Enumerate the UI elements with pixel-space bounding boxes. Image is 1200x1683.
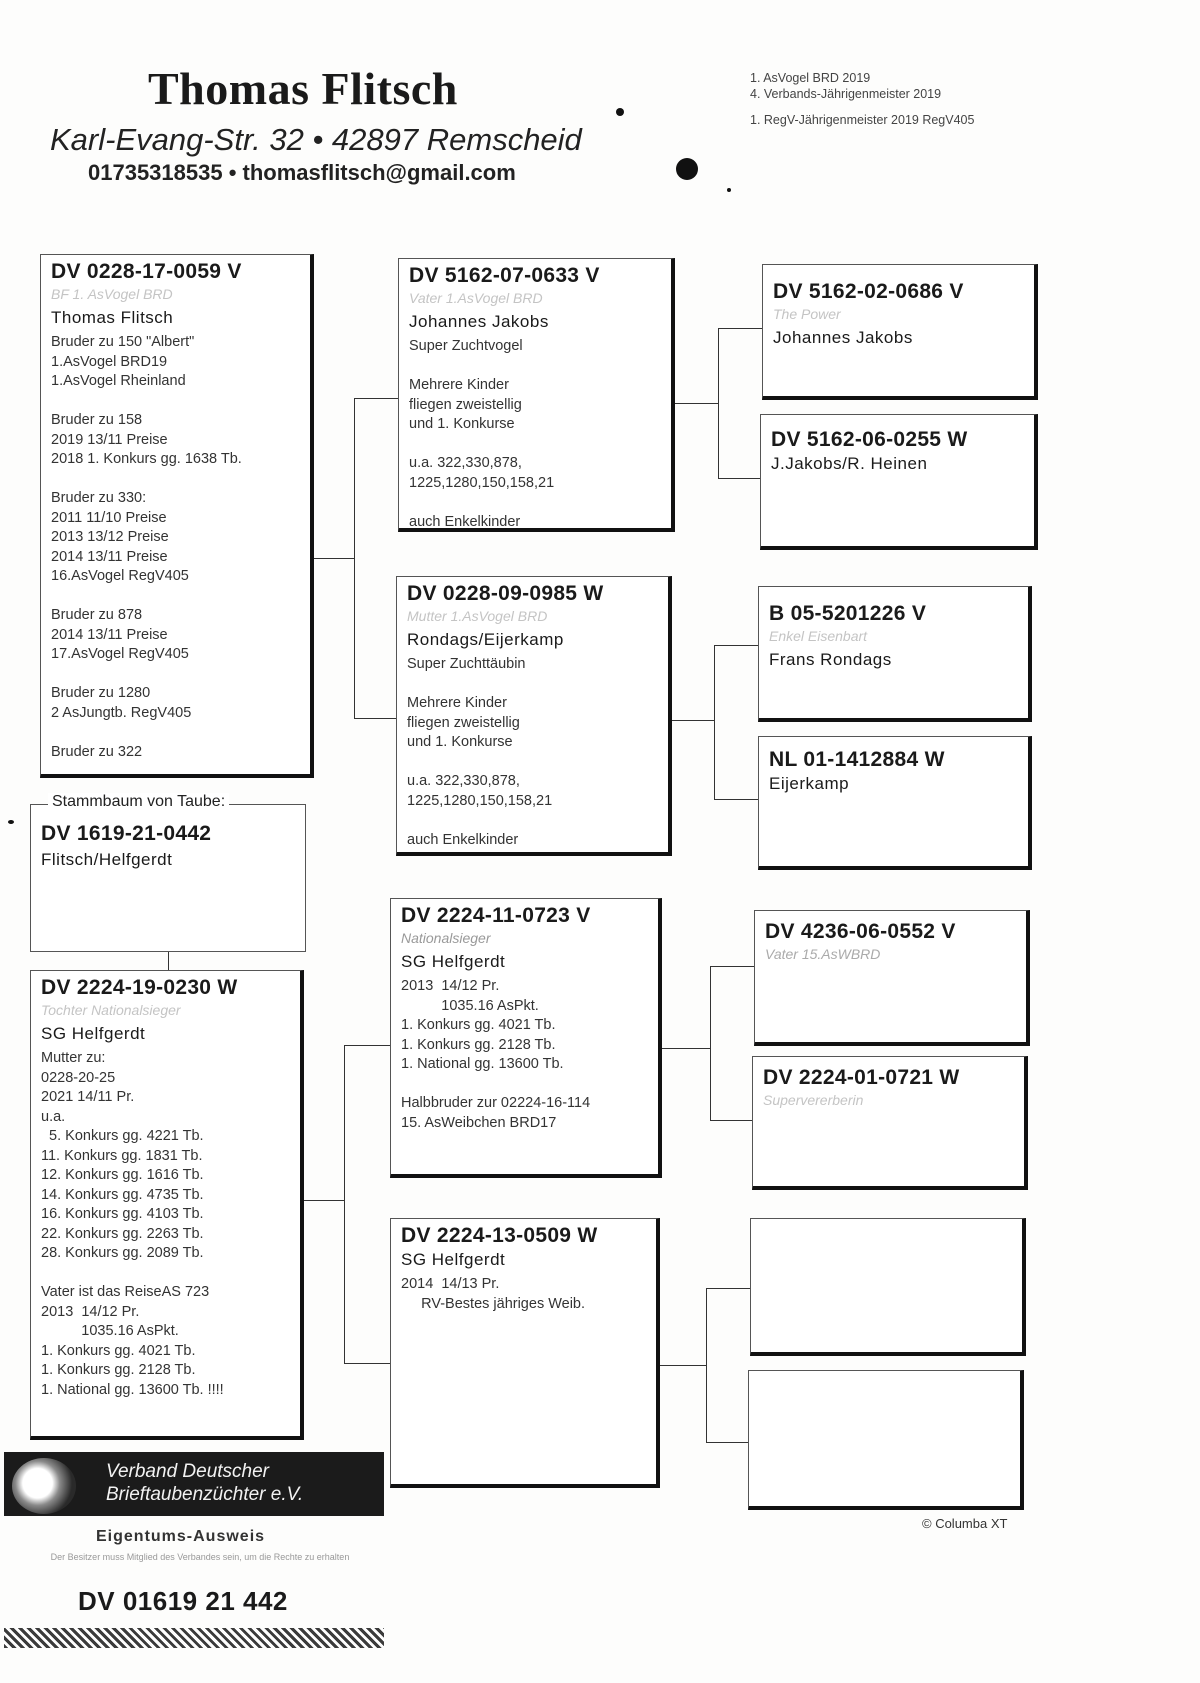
note-line	[409, 493, 661, 513]
note-line	[51, 723, 300, 743]
note-line: 14. Konkurs gg. 4735 Tb.	[41, 1186, 204, 1203]
sd-subtitle: Mutter 1.AsVogel BRD	[407, 608, 548, 624]
connector	[660, 1365, 706, 1366]
note-line: 11. Konkurs gg. 1831 Tb.	[41, 1147, 203, 1164]
dd-notes	[401, 1275, 646, 1314]
association-name-line2: Brieftaubenzüchter e.V.	[106, 1484, 304, 1505]
connector	[718, 478, 762, 479]
note-line: auch Enkelkinder	[409, 513, 521, 530]
dam-ring-number: DV 2224-19-0230 W	[41, 976, 238, 999]
dsd-card	[752, 1056, 1028, 1190]
sire-card	[40, 254, 314, 778]
scan-speck	[727, 188, 731, 192]
sss-owner: Johannes Jakobs	[773, 328, 913, 347]
note-line: Mutter zu:	[41, 1050, 106, 1066]
note-line: Bruder zu 150 "Albert"	[51, 334, 195, 350]
connector	[710, 966, 711, 1120]
sss-card	[762, 264, 1038, 400]
note-line: Vater ist das ReiseAS 723	[41, 1284, 210, 1300]
note-line: 2014 13/11 Preise	[51, 548, 168, 565]
sdd-owner: Eijerkamp	[769, 774, 850, 793]
ss-notes	[409, 337, 661, 532]
sire-dam-card	[396, 576, 672, 856]
connector	[706, 1288, 707, 1442]
subject-ring-number: DV 1619-21-0442	[41, 822, 212, 845]
dam-owner: SG Helfgerdt	[41, 1024, 146, 1043]
note-line: 2021 14/11 Pr.	[41, 1089, 135, 1105]
note-line	[51, 587, 300, 607]
note-line	[51, 392, 300, 412]
note-line: 2 AsJungtb. RegV405	[51, 704, 192, 721]
sd-owner: Rondags/Eijerkamp	[407, 630, 564, 649]
note-line: 2014 14/13 Pr.	[401, 1276, 500, 1292]
connector	[675, 403, 718, 404]
dam-card	[30, 970, 304, 1440]
title-line: 1. RegV-Jährigenmeister 2019 RegV405	[750, 113, 975, 127]
note-line: 2011 11/10 Preise	[51, 509, 167, 526]
pedigree-label: Stammbaum von Taube:	[48, 793, 229, 811]
subject-owner: Flitsch/Helfgerdt	[41, 850, 173, 869]
certificate-security-pattern	[4, 1628, 384, 1648]
connector	[344, 1045, 390, 1046]
subject-pigeon-card	[30, 804, 306, 952]
note-line: 1225,1280,150,158,21	[407, 792, 553, 809]
certificate-ring-number: DV 01619 21 442	[78, 1586, 288, 1616]
note-line: auch Enkelkinder	[407, 831, 519, 848]
note-line: Bruder zu 330:	[51, 490, 147, 506]
note-line: 1. Konkurs gg. 4021 Tb.	[401, 1017, 556, 1033]
note-line	[409, 435, 661, 455]
dds-card-empty	[750, 1218, 1026, 1356]
connector	[706, 1288, 750, 1289]
note-line: u.a. 322,330,878,	[409, 455, 522, 471]
breeder-name: Thomas Flitsch	[148, 63, 458, 114]
sdd-ring-number: NL 01-1412884 W	[769, 748, 945, 771]
sd-notes	[407, 655, 658, 850]
ds-notes	[401, 977, 648, 1133]
note-line: 5. Konkurs gg. 4221 Tb.	[41, 1128, 204, 1144]
note-line: 12. Konkurs gg. 1616 Tb.	[41, 1167, 204, 1183]
note-line: 22. Konkurs gg. 2263 Tb.	[41, 1225, 204, 1242]
note-line: Super Zuchttäubin	[407, 656, 526, 672]
note-line: 1225,1280,150,158,21	[409, 474, 555, 491]
ddd-card-empty	[748, 1370, 1024, 1510]
note-line: 1.AsVogel BRD19	[51, 353, 168, 370]
title-line: 4. Verbands-Jährigenmeister 2019	[750, 87, 942, 101]
connector	[714, 645, 758, 646]
note-line: 16.AsVogel RegV405	[51, 568, 189, 584]
dss-subtitle: Vater 15.AsWBRD	[765, 946, 881, 962]
ds-subtitle: Nationalsieger	[401, 930, 491, 946]
certificate-fineprint: Der Besitzer muss Mitglied des Verbandes sein, um die Rechte zu erhalten	[50, 1552, 350, 1562]
note-line	[407, 675, 658, 695]
note-line	[51, 665, 300, 685]
note-line	[407, 753, 658, 773]
ds-ring-number: DV 2224-11-0723 V	[401, 904, 591, 927]
sds-subtitle: Enkel Eisenbart	[769, 628, 868, 644]
connector	[354, 398, 355, 718]
certificate-title: Eigentums-Ausweis	[96, 1528, 266, 1545]
note-line: 2014 13/11 Preise	[51, 626, 168, 643]
note-line: Mehrere Kinder	[409, 377, 509, 393]
note-line: 15. AsWeibchen BRD17	[401, 1114, 557, 1131]
dam-dam-card	[390, 1218, 660, 1488]
sds-card	[758, 586, 1032, 722]
sd-ring-number: DV 0228-09-0985 W	[407, 582, 604, 605]
dss-ring-number: DV 4236-06-0552 V	[765, 920, 956, 943]
connector	[714, 799, 758, 800]
ownership-certificate	[4, 1452, 384, 1654]
sss-ring-number: DV 5162-02-0686 V	[773, 280, 964, 303]
sire-subtitle: BF 1. AsVogel BRD	[51, 286, 173, 302]
note-line: Super Zuchtvogel	[409, 338, 523, 354]
ss-subtitle: Vater 1.AsVogel BRD	[409, 290, 543, 306]
dd-owner: SG Helfgerdt	[401, 1250, 506, 1269]
note-line	[41, 1264, 290, 1284]
note-line: Bruder zu 1280	[51, 685, 151, 701]
connector	[672, 720, 714, 721]
note-line: 2013 14/12 Pr.	[41, 1303, 140, 1320]
copyright-notice: © Columba XT	[922, 1516, 1008, 1531]
sss-subtitle: The Power	[773, 306, 841, 322]
dsd-subtitle: Supervererberin	[763, 1092, 864, 1108]
connector	[344, 1045, 345, 1363]
ssd-ring-number: DV 5162-06-0255 W	[771, 428, 968, 451]
connector	[706, 1442, 750, 1443]
note-line: 1. National gg. 13600 Tb.	[401, 1056, 564, 1072]
connector	[662, 1048, 710, 1049]
note-line: u.a. 322,330,878,	[407, 773, 520, 789]
note-line: 1035.16 AsPkt.	[401, 997, 539, 1014]
note-line: 1. National gg. 13600 Tb. !!!!	[41, 1381, 224, 1398]
connector	[314, 558, 354, 559]
note-line: fliegen zweistellig	[409, 396, 522, 413]
scan-speck	[676, 158, 698, 180]
connector	[304, 1200, 344, 1201]
connector	[710, 1120, 754, 1121]
sire-owner: Thomas Flitsch	[51, 308, 174, 327]
sds-ring-number: B 05-5201226 V	[769, 602, 927, 625]
note-line: Bruder zu 158	[51, 412, 143, 428]
dam-notes	[41, 1049, 290, 1400]
breeder-address: Karl-Evang-Str. 32 • 42897 Remscheid	[50, 122, 582, 157]
note-line: 1. Konkurs gg. 4021 Tb.	[41, 1342, 196, 1359]
dsd-ring-number: DV 2224-01-0721 W	[763, 1066, 960, 1089]
note-line: Bruder zu 878	[51, 607, 143, 623]
note-line: 2019 13/11 Preise	[51, 431, 168, 448]
note-line	[51, 470, 300, 490]
ss-ring-number: DV 5162-07-0633 V	[409, 264, 600, 287]
dam-subtitle: Tochter Nationalsieger	[41, 1002, 181, 1018]
association-name	[106, 1460, 303, 1506]
sire-notes	[51, 333, 300, 762]
note-line: 2013 14/12 Pr.	[401, 978, 500, 994]
scan-speck	[616, 108, 624, 116]
ds-owner: SG Helfgerdt	[401, 952, 506, 971]
ssd-card	[760, 414, 1038, 550]
connector	[714, 645, 715, 799]
connector	[344, 1363, 390, 1364]
note-line: Mehrere Kinder	[407, 695, 507, 711]
achievement-titles	[750, 70, 974, 128]
note-line: Halbbruder zur 02224-16-114	[401, 1095, 591, 1111]
scan-speck	[8, 820, 14, 824]
note-line: 1. Konkurs gg. 2128 Tb.	[41, 1362, 196, 1378]
connector	[718, 328, 719, 478]
dss-card	[754, 910, 1030, 1046]
sdd-card	[758, 736, 1032, 870]
dd-ring-number: DV 2224-13-0509 W	[401, 1224, 598, 1247]
association-name-line1: Verband Deutscher	[106, 1461, 270, 1482]
sire-ring-number: DV 0228-17-0059 V	[51, 260, 242, 283]
ssd-owner: J.Jakobs/R. Heinen	[771, 454, 928, 473]
note-line: 2018 1. Konkurs gg. 1638 Tb.	[51, 451, 242, 467]
note-line: 1.AsVogel Rheinland	[51, 373, 186, 389]
ss-owner: Johannes Jakobs	[409, 312, 549, 331]
note-line	[401, 1075, 648, 1095]
note-line: 28. Konkurs gg. 2089 Tb.	[41, 1245, 204, 1261]
note-line: 2013 13/12 Preise	[51, 529, 169, 545]
note-line: Bruder zu 322	[51, 743, 143, 760]
note-line: 17.AsVogel RegV405	[51, 646, 189, 662]
connector	[710, 966, 754, 967]
note-line: 1035.16 AsPkt.	[41, 1323, 179, 1339]
connector	[168, 950, 169, 970]
note-line: und 1. Konkurse	[409, 416, 515, 432]
dam-sire-card	[390, 898, 662, 1178]
connector	[354, 398, 398, 399]
note-line	[407, 811, 658, 831]
sds-owner: Frans Rondags	[769, 650, 892, 669]
note-line: 1. Konkurs gg. 2128 Tb.	[401, 1036, 556, 1053]
note-line: 16. Konkurs gg. 4103 Tb.	[41, 1206, 204, 1222]
note-line: RV-Bestes jähriges Weib.	[401, 1295, 586, 1312]
breeder-contact: 01735318535 • thomasflitsch@gmail.com	[88, 160, 516, 185]
note-line: und 1. Konkurse	[407, 734, 513, 750]
sire-sire-card	[398, 258, 675, 532]
connector	[354, 718, 398, 719]
note-line: fliegen zweistellig	[407, 714, 520, 731]
note-line	[409, 357, 661, 377]
title-line: 1. AsVogel BRD 2019	[750, 71, 871, 85]
note-line: 0228-20-25	[41, 1069, 116, 1086]
connector	[718, 328, 762, 329]
association-logo	[12, 1458, 76, 1514]
note-line: u.a.	[41, 1108, 66, 1125]
